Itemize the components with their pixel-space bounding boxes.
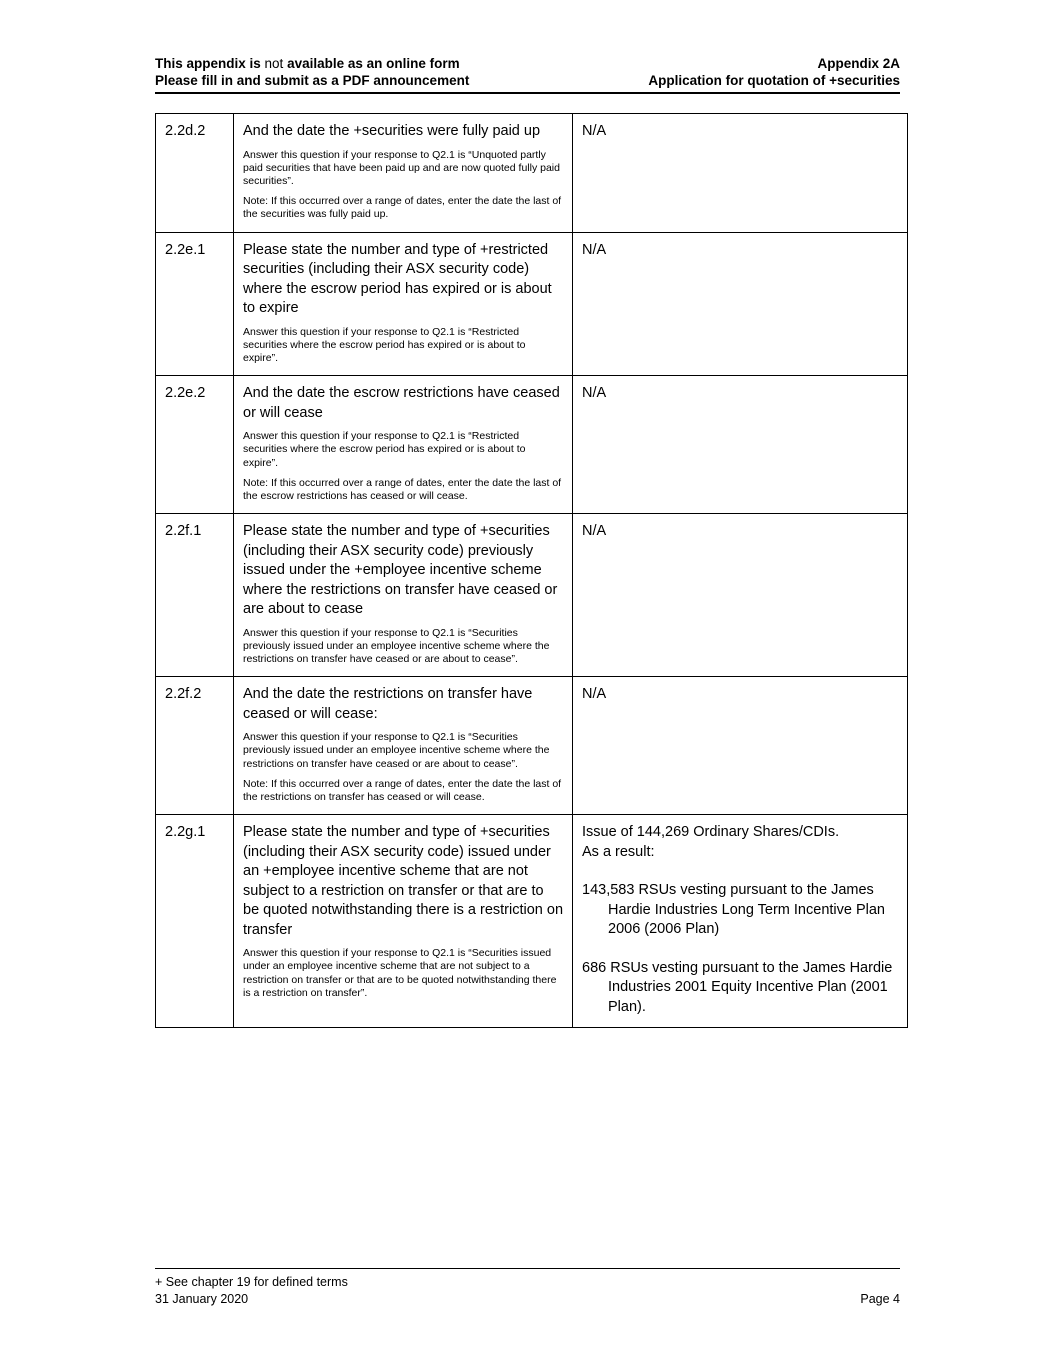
page-header — [155, 55, 900, 94]
footer-defined-terms: + See chapter 19 for defined terms — [155, 1275, 348, 1289]
row-answer: N/A — [582, 241, 607, 258]
row-note-1: Answer this question if your response to Q2.1 is “Unquoted partly paid securities that have been paid up and are now quoted fully paid securities”. — [243, 148, 560, 187]
table-row — [156, 677, 908, 815]
row-question: Please state the number and type of +securities (including their ASX security code) previously issued under the +employee incentive scheme where the restrictions on transfer have ceased or are about to cease — [243, 523, 558, 618]
row-answer-cell[interactable] — [573, 514, 908, 677]
header-left-line2: Please fill in and submit as a PDF announcement — [155, 73, 470, 88]
row-answer-cell[interactable] — [573, 114, 908, 233]
row-note-1: Answer this question if your response to Q2.1 is “Securities previously issued under an employee incentive scheme where the restrictions on transfer have ceased or are about to cease”. — [243, 731, 550, 770]
row-ref-cell — [156, 376, 234, 514]
row-ref: 2.2f.1 — [165, 523, 202, 540]
row-ref-cell — [156, 677, 234, 815]
answer-spacer — [582, 940, 898, 959]
row-note-1: Answer this question if your response to Q2.1 is “Restricted securities where the escrow period has expired or is about to expire”. — [243, 325, 526, 364]
questions-table — [155, 113, 908, 1028]
row-ref-cell — [156, 514, 234, 677]
row-note-2: Note: If this occurred over a range of dates, enter the date the last of the escrow restrictions has ceased or will cease. — [243, 476, 562, 502]
row-ref: 2.2g.1 — [165, 824, 206, 841]
row-answer: N/A — [582, 523, 607, 540]
table-row — [156, 514, 908, 677]
row-question: And the date the restrictions on transfer have ceased or will cease: — [243, 686, 533, 722]
header-left-line1-not: not — [264, 56, 284, 71]
row-note-1: Answer this question if your response to Q2.1 is “Securities issued under an employee incentive scheme that are not subject to a restriction on transfer or that are to be quoted notwithstanding there is a restriction on transfer”. — [243, 947, 557, 999]
row-note-2: Note: If this occurred over a range of dates, enter the date the last of the securities was fully paid up. — [243, 195, 562, 221]
row-ref: 2.2d.2 — [165, 123, 206, 139]
row-answer-line-3: 143,583 RSUs vesting pursuant to the James Hardie Industries Long Term Incentive Plan 2006 (2006 Plan) — [582, 882, 890, 938]
page-footer — [155, 1268, 900, 1308]
row-question-cell — [234, 677, 573, 815]
row-question: And the date the escrow restrictions have ceased or will cease — [243, 385, 560, 421]
row-ref-cell — [156, 815, 234, 1028]
row-question-cell — [234, 114, 573, 233]
table-row — [156, 376, 908, 514]
row-answer-line-1: Issue of 144,269 Ordinary Shares/CDIs. — [582, 824, 840, 841]
row-note-2: Note: If this occurred over a range of dates, enter the date the last of the restrictions on transfer has ceased or will cease. — [243, 777, 562, 804]
footer-date: 31 January 2020 — [155, 1292, 249, 1306]
header-right-line1: Appendix 2A — [817, 56, 900, 71]
row-answer-cell[interactable] — [573, 815, 908, 1028]
table-row — [156, 815, 908, 1028]
row-ref: 2.2e.2 — [165, 385, 206, 402]
footer-page-number: Page 4 — [860, 1292, 900, 1306]
header-right-line2: Application for quotation of +securities — [648, 73, 900, 88]
row-answer-cell[interactable] — [573, 232, 908, 376]
table-row — [156, 114, 908, 233]
row-question: Please state the number and type of +restricted securities (including their ASX security code) where the escrow period has expired or is about to expire — [243, 241, 552, 317]
row-note-1: Answer this question if your response to Q2.1 is “Restricted securities where the escrow period has expired or is about to expire”. — [243, 430, 526, 469]
answer-spacer — [582, 862, 898, 881]
row-question-cell — [234, 232, 573, 376]
row-answer: N/A — [582, 385, 607, 402]
header-left-line1-part-a: This appendix is — [155, 56, 265, 71]
row-question-cell — [234, 514, 573, 677]
row-answer-line-4: 686 RSUs vesting pursuant to the James Hardie Industries 2001 Equity Incentive Plan (2001 Plan). — [582, 959, 897, 1015]
row-answer-line-2: As a result: — [582, 843, 655, 860]
row-ref: 2.2f.2 — [165, 686, 202, 703]
row-answer: N/A — [582, 123, 607, 139]
header-left-line1 — [155, 55, 460, 72]
row-answer-cell[interactable] — [573, 376, 908, 514]
row-question: And the date the +securities were fully paid up — [243, 123, 541, 139]
row-ref-cell — [156, 114, 234, 233]
row-question: Please state the number and type of +securities (including their ASX security code) issued under an +employee incentive scheme that are not subject to a restriction on transfer or that are to be quoted notwithstanding there is a restriction on transfer — [243, 824, 564, 938]
table-row — [156, 232, 908, 376]
row-answer: N/A — [582, 686, 607, 703]
row-question-cell — [234, 376, 573, 514]
row-note-1: Answer this question if your response to Q2.1 is “Securities previously issued under an employee incentive scheme where the restrictions on transfer have ceased or are about to cease”. — [243, 626, 550, 666]
row-answer-cell[interactable] — [573, 677, 908, 815]
header-left-line1-part-b: available as an online form — [283, 56, 460, 71]
row-ref: 2.2e.1 — [165, 241, 206, 258]
row-question-cell — [234, 815, 573, 1028]
row-ref-cell — [156, 232, 234, 376]
